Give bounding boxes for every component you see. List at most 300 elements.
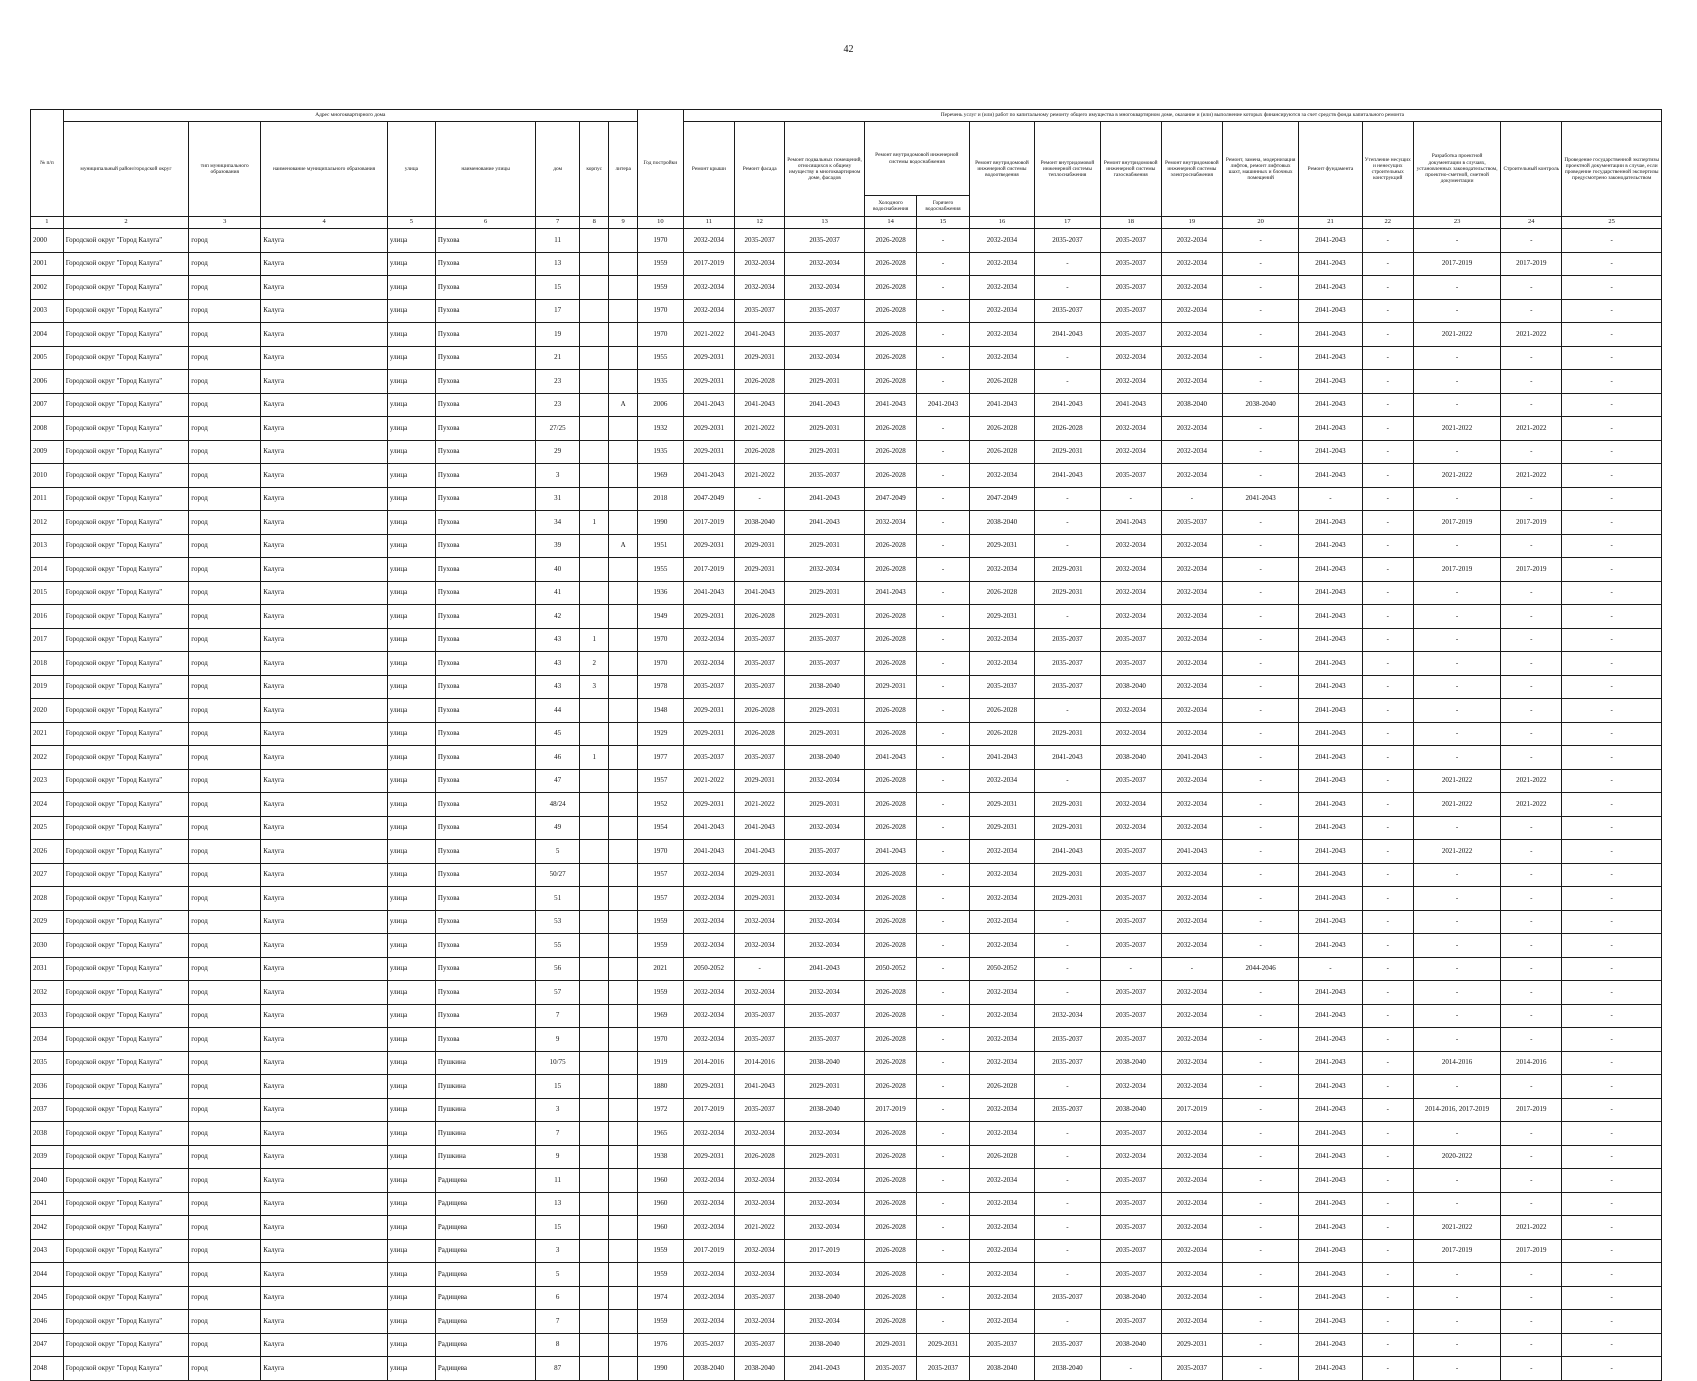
table-cell: 3 [536,1098,580,1122]
table-cell [579,276,608,300]
header-cell: Ремонт фасада [735,122,785,217]
table-cell: 2026-2028 [864,1051,916,1075]
table-cell: 17 [536,299,580,323]
table-cell: А [609,393,637,417]
table-cell: - [1501,934,1562,958]
table-cell: А [609,534,637,558]
table-cell: 1880 [637,1075,683,1099]
column-number: 4 [261,217,388,229]
table-cell: 34 [536,511,580,535]
table-cell: 2035-2037 [1100,628,1161,652]
table-row [31,1028,1662,1052]
table-cell: город [189,558,261,582]
column-number: 12 [735,217,785,229]
table-cell: - [1501,1192,1562,1216]
table-cell: Пухова [435,346,535,370]
table-cell: Городской округ "Город Калуга" [63,628,189,652]
table-cell: 2026-2028 [864,1216,916,1240]
table-cell: 2041-2043 [1299,464,1362,488]
table-row [31,464,1662,488]
column-number: 20 [1222,217,1298,229]
table-cell: - [1562,840,1662,864]
table-cell: 2041-2043 [1299,276,1362,300]
table-cell: Калуга [261,793,388,817]
table-cell: - [1362,417,1413,441]
table-cell: Пухова [435,840,535,864]
table-cell: - [1362,252,1413,276]
table-cell: 2041-2043 [1299,581,1362,605]
table-cell: 2032-2034 [785,1216,865,1240]
table-cell: - [1362,1192,1413,1216]
table-cell: 1929 [637,722,683,746]
table-cell: - [1501,816,1562,840]
table-cell: 2011 [31,487,64,511]
table-cell: 57 [536,981,580,1005]
table-cell: - [917,1286,969,1310]
column-number: 14 [864,217,916,229]
table-cell: Городской округ "Город Калуга" [63,487,189,511]
table-cell: 2032-2034 [1161,605,1222,629]
table-cell: Пухова [435,229,535,253]
table-cell [609,722,637,746]
table-cell: - [1562,1004,1662,1028]
table-cell: Калуга [261,840,388,864]
table-cell: - [1035,910,1100,934]
table-cell: 2026-2028 [969,699,1034,723]
table-cell: 46 [536,746,580,770]
table-cell: 2026-2028 [864,1075,916,1099]
table-cell: 2041-2043 [1299,840,1362,864]
table-cell: 2017-2019 [1501,1239,1562,1263]
table-cell: 51 [536,887,580,911]
table-cell: - [1501,346,1562,370]
table-cell [609,1122,637,1146]
table-cell: - [1222,581,1298,605]
table-cell: город [189,1192,261,1216]
table-cell [609,440,637,464]
table-cell: Городской округ "Город Калуга" [63,323,189,347]
table-cell: улица [387,1075,435,1099]
table-cell: город [189,699,261,723]
table-row [31,628,1662,652]
table-cell: 2035-2037 [683,675,734,699]
table-cell [609,370,637,394]
table-cell: - [1501,1145,1562,1169]
table-cell: - [1222,1192,1298,1216]
table-cell: 2026-2028 [864,534,916,558]
table-cell: 2041-2043 [1299,1263,1362,1287]
table-cell: 2035-2037 [1100,252,1161,276]
table-cell: Городской округ "Город Калуга" [63,652,189,676]
table-cell: 2050-2052 [864,957,916,981]
table-cell [579,1028,608,1052]
table-cell: 2026-2028 [735,722,785,746]
table-cell [609,299,637,323]
table-cell: - [1413,346,1500,370]
table-cell: Пухова [435,370,535,394]
table-cell: 2017-2019 [1413,511,1500,535]
table-cell: 2041-2043 [1100,511,1161,535]
table-cell: 1935 [637,440,683,464]
table-cell: улица [387,1286,435,1310]
table-cell: 2032-2034 [969,252,1034,276]
table-cell: 2035-2037 [735,628,785,652]
table-cell: - [917,464,969,488]
table-cell: 2041-2043 [735,393,785,417]
table-row [31,1098,1662,1122]
table-cell: - [1413,440,1500,464]
table-cell: 1970 [637,229,683,253]
table-cell: 2041-2043 [1299,910,1362,934]
table-cell: - [1562,957,1662,981]
table-cell: 2021-2022 [1413,417,1500,441]
header-cell: Ремонт внутридомовой инженерной системы водоотведения [969,122,1034,217]
table-cell: 2032-2034 [1161,534,1222,558]
table-cell: 13 [536,1192,580,1216]
table-cell: - [1362,863,1413,887]
table-cell: 2032-2034 [1161,1122,1222,1146]
table-cell: Калуга [261,746,388,770]
table-cell: Калуга [261,581,388,605]
table-cell: - [1413,1192,1500,1216]
table-cell: 2035-2037 [1035,675,1100,699]
table-cell: 2041-2043 [1299,1098,1362,1122]
table-cell: - [1562,887,1662,911]
table-cell [609,605,637,629]
table-cell: - [917,628,969,652]
table-cell: - [1222,652,1298,676]
table-cell: 2021-2022 [1501,1216,1562,1240]
table-cell: - [1222,793,1298,817]
table-cell: 2041-2043 [735,816,785,840]
table-cell: 2002 [31,276,64,300]
table-cell: 42 [536,605,580,629]
table-cell: город [189,1122,261,1146]
table-cell: город [189,534,261,558]
table-cell: город [189,1051,261,1075]
table-cell: - [1222,675,1298,699]
table-cell: 2031 [31,957,64,981]
table-cell: улица [387,1169,435,1193]
table-cell: 2026-2028 [864,887,916,911]
table-cell: 2029-2031 [1035,558,1100,582]
table-cell: - [1299,957,1362,981]
table-cell: 2041-2043 [1299,252,1362,276]
table-cell: 2026-2028 [969,1075,1034,1099]
table-cell: 2035-2037 [1100,1310,1161,1334]
table-cell [609,1357,637,1381]
table-cell: 2041-2043 [785,487,865,511]
table-cell: - [917,1239,969,1263]
table-cell: 2032-2034 [1161,417,1222,441]
table-cell: 2035-2037 [864,1357,916,1381]
table-cell: улица [387,1216,435,1240]
table-cell: 2014-2016 [683,1051,734,1075]
table-cell: 2042 [31,1216,64,1240]
table-cell: - [1035,276,1100,300]
table-cell: 1935 [637,370,683,394]
table-cell: - [1562,393,1662,417]
column-number: 1 [31,217,64,229]
table-cell: - [1222,816,1298,840]
table-cell: 2041-2043 [683,581,734,605]
table-cell: - [917,652,969,676]
table-cell: - [1413,652,1500,676]
table-cell: 2032-2034 [1161,1192,1222,1216]
header-cell: Год постройки [637,110,683,217]
table-cell: 2029-2031 [735,863,785,887]
table-cell: 2032-2034 [1100,534,1161,558]
table-cell: 2032-2034 [683,276,734,300]
header-cell: Ремонт внутридомовой инженерной системы теплоснабжения [1035,122,1100,217]
table-row [31,1169,1662,1193]
table-cell: Радищева [435,1357,535,1381]
table-cell: Калуга [261,511,388,535]
table-cell: 2032-2034 [969,558,1034,582]
table-cell [579,1051,608,1075]
table-cell: Городской округ "Город Калуга" [63,887,189,911]
table-cell: - [1362,1075,1413,1099]
table-cell: 2021-2022 [735,1216,785,1240]
table-cell: - [1362,323,1413,347]
table-cell: город [189,652,261,676]
table-cell: Калуга [261,863,388,887]
table-cell: - [1413,1028,1500,1052]
table-cell: 2035-2037 [1100,299,1161,323]
table-cell [609,910,637,934]
table-cell: 2032-2034 [969,1239,1034,1263]
table-cell: 5 [536,1263,580,1287]
table-cell [579,464,608,488]
table-cell: 2032-2034 [683,1169,734,1193]
table-cell: 1970 [637,652,683,676]
table-cell: 2032-2034 [969,863,1034,887]
table-cell: 2032-2034 [1100,793,1161,817]
table-cell: Калуга [261,276,388,300]
table-cell: Калуга [261,1239,388,1263]
table-cell: - [1501,722,1562,746]
table-cell: - [1501,581,1562,605]
table-cell: 2035-2037 [735,746,785,770]
table-cell: - [1362,1098,1413,1122]
table-cell: 1976 [637,1333,683,1357]
table-cell: 2041-2043 [1299,793,1362,817]
table-cell: - [1501,1004,1562,1028]
table-cell [609,276,637,300]
table-cell: - [1562,910,1662,934]
table-cell: 87 [536,1357,580,1381]
table-cell: 47 [536,769,580,793]
table-cell: - [1222,934,1298,958]
table-cell: 2035-2037 [735,1286,785,1310]
table-cell: 2047-2049 [683,487,734,511]
table-cell: - [1413,370,1500,394]
table-cell [609,229,637,253]
table-cell: 2026-2028 [864,1028,916,1052]
table-cell: - [1035,1122,1100,1146]
table-cell: 2014-2016 [1413,1051,1500,1075]
table-cell: 1959 [637,1263,683,1287]
table-cell: - [1222,1333,1298,1357]
table-cell: 2032-2034 [683,1004,734,1028]
table-cell: Городской округ "Город Калуга" [63,722,189,746]
table-cell: 2021-2022 [683,323,734,347]
table-cell: 2026-2028 [969,581,1034,605]
table-cell: - [1562,1263,1662,1287]
table-cell: 2032-2034 [683,1286,734,1310]
table-cell: 1957 [637,769,683,793]
table-cell: 2029-2031 [735,346,785,370]
table-cell: 2032-2034 [735,910,785,934]
table-cell: - [1035,1216,1100,1240]
table-cell: Калуга [261,464,388,488]
table-cell: Городской округ "Город Калуга" [63,1310,189,1334]
table-cell: 2026-2028 [969,1145,1034,1169]
table-row [31,1239,1662,1263]
table-cell: - [1413,276,1500,300]
table-cell: Городской округ "Город Калуга" [63,299,189,323]
table-cell: 2026-2028 [864,934,916,958]
table-cell: Радищева [435,1216,535,1240]
table-cell: Пухова [435,981,535,1005]
table-row [31,346,1662,370]
header-cell: Ремонт фундамента [1299,122,1362,217]
table-cell: Городской округ "Город Калуга" [63,793,189,817]
table-cell: - [1222,534,1298,558]
table-cell: 2032-2034 [1161,1051,1222,1075]
table-cell: - [1501,863,1562,887]
table-cell: - [917,840,969,864]
table-cell: - [1222,1122,1298,1146]
table-cell: 2032-2034 [735,1192,785,1216]
table-cell: - [1222,1145,1298,1169]
table-cell: - [1413,628,1500,652]
table-cell: город [189,722,261,746]
table-cell: Пушкина [435,1051,535,1075]
table-cell: Городской округ "Город Калуга" [63,1216,189,1240]
table-cell: 2032-2034 [683,1192,734,1216]
table-cell [579,1169,608,1193]
table-cell: Городской округ "Город Калуга" [63,863,189,887]
table-cell: 10/75 [536,1051,580,1075]
table-cell: 2041-2043 [1299,605,1362,629]
table-cell [609,1263,637,1287]
table-cell: 1960 [637,1169,683,1193]
table-cell: Городской округ "Город Калуга" [63,1286,189,1310]
table-cell: - [1562,252,1662,276]
table-cell: 45 [536,722,580,746]
table-cell: - [1222,1169,1298,1193]
header-cell: Ремонт подвальных помещений, относящихся к общему имуществу в многоквартирном доме, фасадов [785,122,865,217]
table-cell: Городской округ "Город Калуга" [63,276,189,300]
table-cell: 2032-2034 [969,229,1034,253]
table-cell: 2021-2022 [1501,793,1562,817]
table-cell: - [1501,1263,1562,1287]
table-row [31,746,1662,770]
table-cell: 2044-2046 [1222,957,1298,981]
table-cell: Пухова [435,323,535,347]
table-cell: 2041-2043 [1299,229,1362,253]
table-cell: Пухова [435,746,535,770]
table-cell: - [1501,487,1562,511]
table-cell: Пухова [435,887,535,911]
table-cell: - [1562,675,1662,699]
table-cell: Городской округ "Город Калуга" [63,934,189,958]
table-cell: улица [387,934,435,958]
table-cell: Пушкина [435,1145,535,1169]
column-number: 18 [1100,217,1161,229]
table-cell: 2035-2037 [1100,769,1161,793]
column-number: 3 [189,217,261,229]
table-row [31,699,1662,723]
table-cell: город [189,1004,261,1028]
table-row [31,229,1662,253]
table-cell: - [1362,769,1413,793]
table-cell: 2035-2037 [785,652,865,676]
table-cell [609,252,637,276]
table-cell: - [1222,1263,1298,1287]
table-cell: 2014-2016 [735,1051,785,1075]
table-cell: улица [387,440,435,464]
table-cell: - [917,1192,969,1216]
table-cell: 2041-2043 [1299,1122,1362,1146]
table-cell: 11 [536,1169,580,1193]
table-cell: - [917,910,969,934]
table-cell: 2026-2028 [969,722,1034,746]
table-cell: 2008 [31,417,64,441]
table-cell: 2032-2034 [1161,628,1222,652]
table-cell: Калуга [261,1216,388,1240]
table-cell: Калуга [261,534,388,558]
table-row [31,299,1662,323]
table-cell: 2029-2031 [785,605,865,629]
table-cell: 2017-2019 [683,1239,734,1263]
table-cell [579,323,608,347]
table-cell: 2032-2034 [683,1216,734,1240]
table-cell: Пухова [435,605,535,629]
table-cell: улица [387,1263,435,1287]
table-cell: - [1362,722,1413,746]
table-cell [579,1004,608,1028]
table-cell: город [189,769,261,793]
table-cell: 2026-2028 [864,981,916,1005]
table-cell: - [1362,1216,1413,1240]
table-cell: - [917,1122,969,1146]
header-group-water: Ремонт внутридомовой инженерной системы водоснабжения [864,122,969,196]
table-cell: 2017-2019 [1501,1098,1562,1122]
table-cell: город [189,1098,261,1122]
table-cell: Радищева [435,1239,535,1263]
table-cell: Городской округ "Город Калуга" [63,605,189,629]
table-cell: улица [387,393,435,417]
table-header [31,110,1662,229]
table-cell: - [1413,1310,1500,1334]
table-cell: Калуга [261,605,388,629]
table-cell: - [1362,1051,1413,1075]
table-cell: Пушкина [435,1075,535,1099]
table-cell: - [1362,440,1413,464]
table-cell: - [1035,957,1100,981]
table-cell: 2041-2043 [1299,769,1362,793]
table-cell: - [1222,346,1298,370]
table-cell: Калуга [261,558,388,582]
table-cell: - [917,1004,969,1028]
table-cell: - [1562,323,1662,347]
table-cell: Калуга [261,229,388,253]
table-cell: - [1413,746,1500,770]
table-cell [609,581,637,605]
table-cell: 2032-2034 [1161,769,1222,793]
